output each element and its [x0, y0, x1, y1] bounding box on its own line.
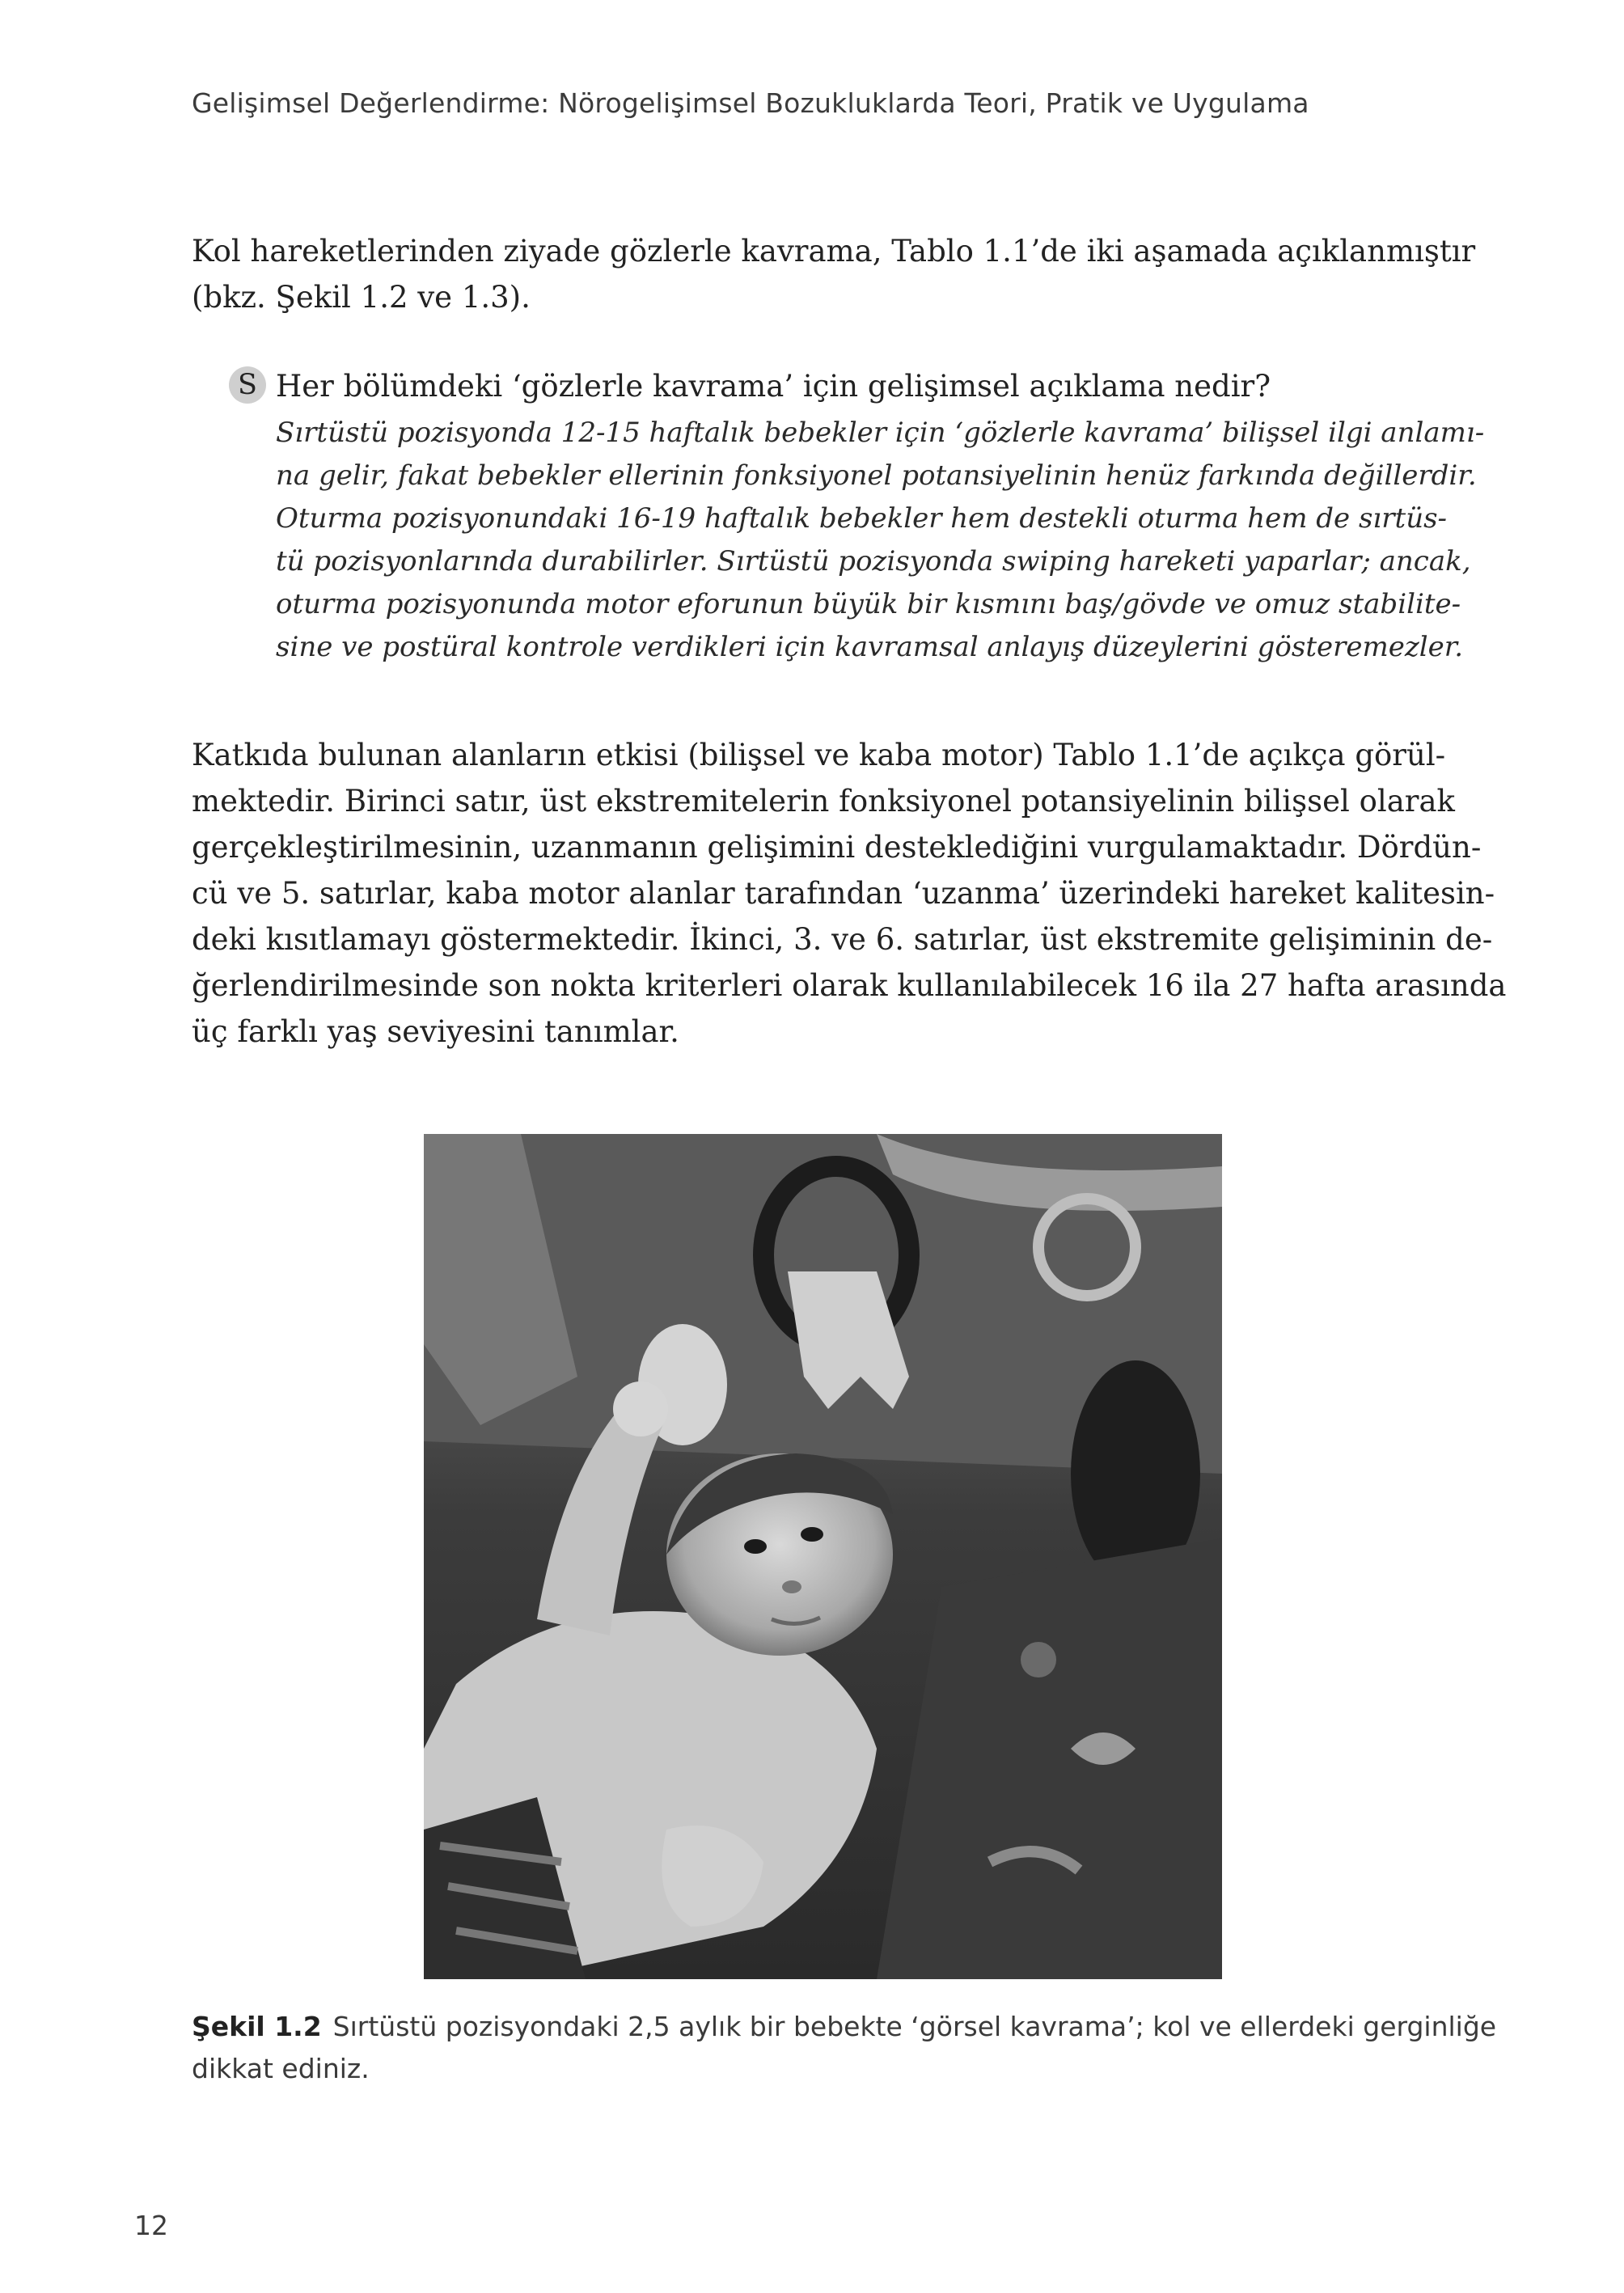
answer-line: oturma pozisyonunda motor eforunun büyük bir kısmını baş/gövde ve omuz stabilite-	[276, 588, 1461, 620]
paragraph-line: gerçekleştirilmesinin, uzanmanın gelişimini desteklediğini vurgulamaktadır. Dördün-	[192, 830, 1482, 865]
answer-line: Sırtüstü pozisyonda 12-15 haftalık bebekler için ‘gözlerle kavrama’ bilişsel ilgi anlamı-	[276, 417, 1485, 449]
baby-photo-illustration	[424, 1134, 1222, 1979]
running-header: Gelişimsel Değerlendirme: Nörogelişimsel Bozukluklarda Teori, Pratik ve Uygulama	[192, 87, 1309, 119]
answer-line: tü pozisyonlarında durabilirler. Sırtüstü pozisyonda swiping hareketi yaparlar; ancak,	[276, 545, 1471, 577]
answer-line: sine ve postüral kontrole verdikleri için kavramsal anlayış düzeylerini gösteremezler.	[276, 631, 1464, 663]
figure-photo	[424, 1134, 1222, 1979]
intro-line: (bkz. Şekil 1.2 ve 1.3).	[192, 280, 531, 315]
figure-caption	[192, 2006, 1497, 2090]
paragraph-line: cü ve 5. satırlar, kaba motor alanlar tarafından ‘uzanma’ üzerindeki hareket kalitesin-	[192, 876, 1495, 911]
paragraph-line: üç farklı yaş seviyesini tanımlar.	[192, 1014, 679, 1049]
intro-line: Kol hareketlerinden ziyade gözlerle kavrama, Tablo 1.1’de iki aşamada açıklanmıştır	[192, 234, 1476, 269]
paragraph-line: mektedir. Birinci satır, üst ekstremitelerin fonksiyonel potansiyelinin bilişsel olarak	[192, 784, 1455, 819]
question-text: Her bölümdeki ‘gözlerle kavrama’ için gelişimsel açıklama nedir?	[276, 369, 1271, 404]
answer-line: Oturma pozisyonundaki 16-19 haftalık bebekler hem destekli oturma hem de sırtüs-	[276, 502, 1448, 535]
caption-text: Sırtüstü pozisyondaki 2,5 aylık bir bebekte ‘görsel kavrama’; kol ve ellerdeki gerginliğe	[332, 2011, 1497, 2042]
question-badge: S	[229, 366, 266, 404]
intro-paragraph	[192, 228, 1476, 320]
answer-line: na gelir, fakat bebekler ellerinin fonksiyonel potansiyelinin henüz farkında değillerdir.	[276, 459, 1477, 492]
body-paragraph	[192, 732, 1507, 1055]
caption-text: dikkat ediniz.	[192, 2053, 370, 2084]
paragraph-line: ğerlendirilmesinde son nokta kriterleri olarak kullanılabilecek 16 ila 27 hafta arasında	[192, 968, 1507, 1003]
paragraph-line: deki kısıtlamayı göstermektedir. İkinci, 3. ve 6. satırlar, üst ekstremite gelişiminin de-	[192, 922, 1493, 957]
figure-label: Şekil 1.2	[192, 2011, 322, 2042]
answer-text	[276, 412, 1485, 669]
paragraph-line: Katkıda bulunan alanların etkisi (bilişsel ve kaba motor) Tablo 1.1’de açıkça görül-	[192, 738, 1446, 772]
page-number: 12	[134, 2210, 168, 2241]
